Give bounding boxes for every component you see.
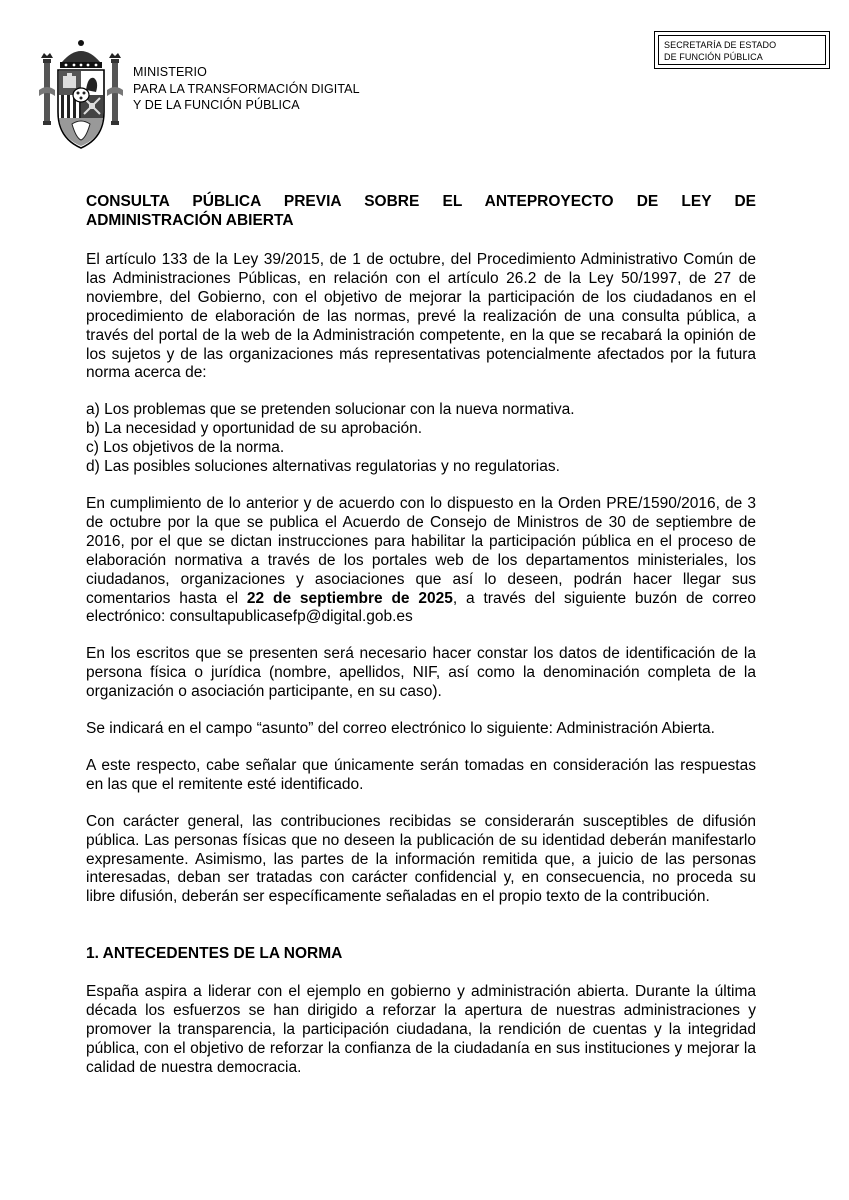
list-item: b) La necesidad y oportunidad de su aprobación. — [86, 420, 423, 438]
document-body — [86, 192, 756, 1096]
document-title-line: CONSULTA PÚBLICA PREVIA SOBRE EL ANTEPROYECTO DE LEY DE — [86, 193, 756, 210]
document-title — [86, 192, 756, 230]
consultation-topics-list — [86, 401, 756, 477]
submission-text: En cumplimiento de lo anterior y de acuerdo con lo dispuesto en la Orden PRE/1590/2016, de 3 de octubre por la que se publica el Acuerdo de Consejo de Ministros de 30 de septiembre de 2016, por el que se dictan instrucciones para habilitar la participación pública en el proceso de elaboración normativa a través de los portales web de los departamentos ministeriales, los ciudadanos, organizaciones y asociaciones que así lo deseen, podrán hacer llegar sus comentarios hasta el — [86, 494, 756, 607]
coat-of-arms-icon — [38, 38, 124, 156]
section-heading: 1. ANTECEDENTES DE LA NORMA — [86, 945, 343, 963]
submission-email-text: , a través del siguiente buzón de correo electrónico: consultapublicasefp@digital.gob.es — [86, 589, 757, 626]
ministry-line: Y DE LA FUNCIÓN PÚBLICA — [133, 98, 300, 112]
secretaria-line: SECRETARÍA DE ESTADO — [664, 40, 777, 50]
dissemination-paragraph: Con carácter general, las contribuciones recibidas se considerarán susceptibles de difusión pública. Las personas físicas que no deseen la publicación de su identidad deberán manifestarlo expresamente. Asimismo, las partes de la información remitida que, a juicio de las personas interesadas, deban ser tratadas con carácter confidencial y, en consecuencia, no proceda su libre difusión, deberán ser específicamente señaladas en el propio texto de la contribución. — [86, 812, 756, 906]
secretaria-box-inner — [658, 35, 826, 65]
section-paragraph: España aspira a liderar con el ejemplo en gobierno y administración abierta. Durante la última década los esfuerzos se han dirigido a reforzar la apertura de nuestras administraciones y promover la transparencia, la participación ciudadana, la rendición de cuentas y la integridad pública, con el objetivo de reforzar la confianza de la ciudadanía en sus instituciones y mejorar la calidad de nuestra democracia. — [86, 983, 756, 1076]
deadline-date: 22 de septiembre de 2025 — [246, 589, 453, 607]
list-item: d) Las posibles soluciones alternativas regulatorias y no regulatorias. — [86, 458, 560, 476]
ministry-name — [133, 64, 360, 114]
identification-paragraph: En los escritos que se presenten será necesario hacer constar los datos de identificación de la persona física o jurídica (nombre, apellidos, NIF, así como la denominación completa de la organización o asociación participante, en su caso). — [86, 645, 756, 701]
list-item: c) Los objetivos de la norma. — [86, 439, 285, 457]
secretaria-line: DE FUNCIÓN PÚBLICA — [664, 52, 763, 62]
ministry-line: PARA LA TRANSFORMACIÓN DIGITAL — [133, 81, 360, 96]
identified-responses-paragraph: A este respecto, cabe señalar que únicamente serán tomadas en consideración las respuestas en las que el remitente esté identificado. — [86, 756, 756, 793]
intro-paragraph: El artículo 133 de la Ley 39/2015, de 1 de octubre, del Procedimiento Administrativo Común de las Administraciones Públicas, en relación con el artículo 26.2 de la Ley 50/1997, de 27 de noviembre, del Gobierno, con el objetivo de mejorar la participación de los ciudadanos en el procedimiento de elaboración de las normas, prevé la realización de una consulta pública, a través del portal de la web de la Administración competente, en la que se recabará la opinión de los sujetos y de las organizaciones más representativas potencialmente afectados por la futura norma acerca de: — [86, 251, 756, 382]
document-title-line: ADMINISTRACIÓN ABIERTA — [86, 212, 294, 229]
subject-paragraph: Se indicará en el campo “asunto” del correo electrónico lo siguiente: Administración Abierta. — [86, 720, 715, 738]
submission-paragraph — [86, 495, 756, 627]
secretaria-box — [654, 31, 830, 69]
ministry-line: MINISTERIO — [133, 65, 207, 79]
list-item: a) Los problemas que se pretenden solucionar con la nueva normativa. — [86, 401, 575, 419]
